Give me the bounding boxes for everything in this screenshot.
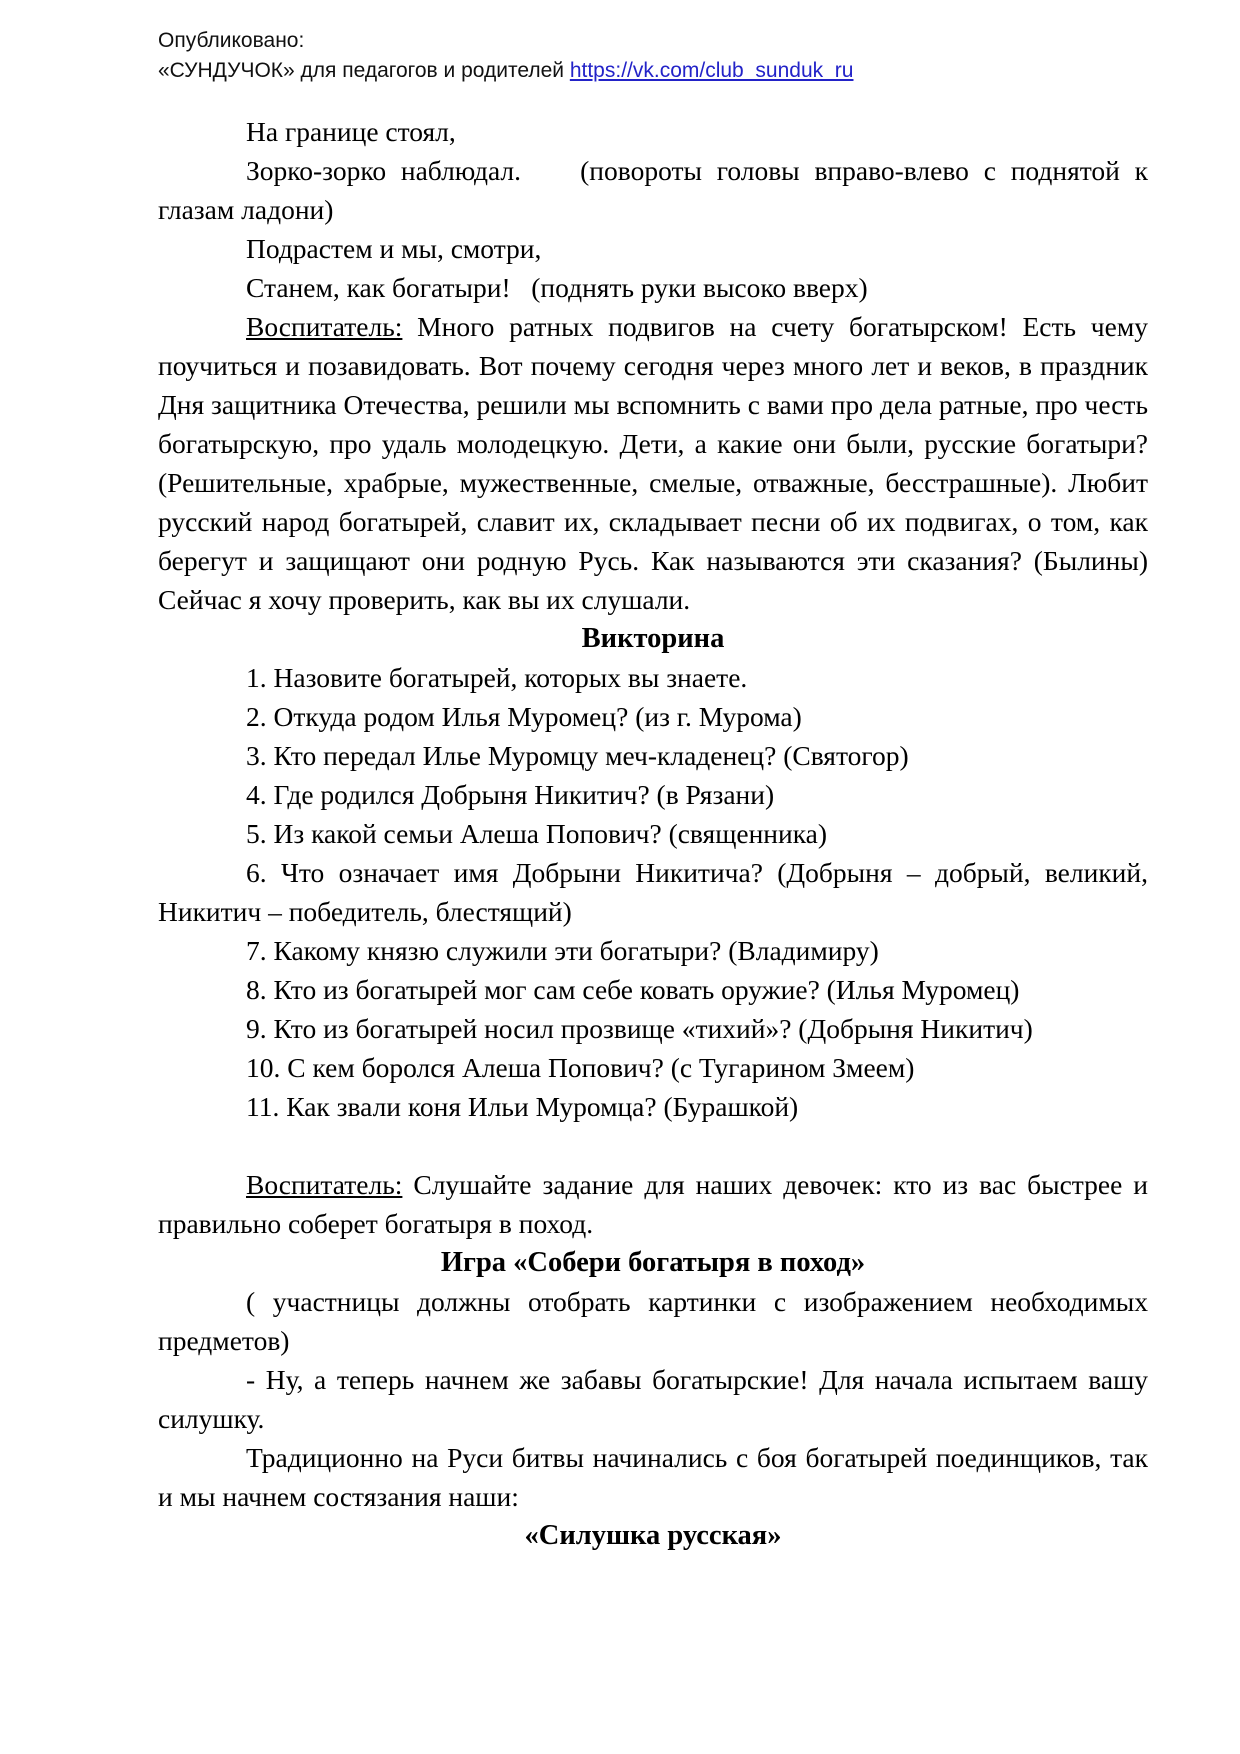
quiz-item: 9. Кто из богатырей носил прозвище «тихий»? (Добрыня Никитич): [246, 1013, 1033, 1044]
paragraph: На границе стоял,: [246, 116, 456, 147]
vk-link[interactable]: https://vk.com/club_sunduk_ru: [569, 59, 854, 82]
section-heading: Викторина: [581, 623, 725, 654]
source-prefix: «СУНДУЧОК» для педагогов и родителей: [158, 59, 570, 82]
paragraph-text: Слушайте задание для наших девочек: кто из вас быстрее и правильно соберет богатыря в поход.: [158, 1169, 1155, 1239]
quiz-item: 4. Где родился Добрыня Никитич? (в Рязани): [246, 779, 775, 810]
paragraph: Подрастем и мы, смотри,: [246, 233, 542, 264]
paragraph: Зорко-зорко наблюдал. (повороты головы вправо-влево с поднятой к глазам ладони): [158, 155, 1155, 225]
speaker-label: Воспитатель:: [246, 1169, 403, 1200]
quiz-item: 5. Из какой семьи Алеша Попович? (священника): [246, 818, 828, 849]
quiz-item: 11. Как звали коня Ильи Муромца? (Бурашкой): [246, 1091, 799, 1122]
speaker-label: Воспитатель:: [246, 311, 403, 342]
page-header: [158, 26, 1148, 86]
quiz-item: 6. Что означает имя Добрыни Никитича? (Добрыня – добрый, великий, Никитич – победитель, блестящий): [158, 857, 1155, 927]
document-body: [158, 112, 1155, 1555]
paragraph: - Ну, а теперь начнем же забавы богатырские! Для начала испытаем вашу силушку.: [158, 1364, 1155, 1434]
quiz-item: 1. Назовите богатырей, которых вы знаете.: [246, 662, 748, 693]
published-label: Опубликовано:: [158, 29, 305, 52]
source-line: [158, 56, 1148, 86]
quiz-item: 2. Откуда родом Илья Муромец? (из г. Мурома): [246, 701, 802, 732]
quiz-item: 10. С кем боролся Алеша Попович? (с Тугарином Змеем): [246, 1052, 915, 1083]
blank-line: [158, 1126, 1148, 1165]
section-heading: Игра «Собери богатыря в поход»: [440, 1247, 866, 1278]
quiz-item: 3. Кто передал Илье Муромцу меч-кладенец? (Святогор): [246, 740, 909, 771]
paragraph: Традиционно на Руси битвы начинались с боя богатырей поединщиков, так и мы начнем состязания наши:: [158, 1442, 1155, 1512]
paragraph: [158, 307, 1155, 619]
section-heading: «Силушка русская»: [524, 1520, 782, 1551]
paragraph: [158, 1165, 1155, 1243]
paragraph-text: Много ратных подвигов на счету богатырском! Есть чему поучиться и позавидовать. Вот почему сегодня через много лет и веков, в праздник Дня защитника Отечества, решили мы вспомнить с вами про дела ратные, про честь богатырскую, про удаль молодецкую. Дети, а какие они были, русские богатыри? (Решительные, храбрые, мужественные, смелые, отважные, бесстрашные). Любит русский народ богатырей, славит их, складывает песни об их подвигах, о том, как берегут и защищают они родную Русь. Как называются эти сказания? (Былины) Сейчас я хочу проверить, как вы их слушали.: [158, 311, 1155, 615]
paragraph: ( участницы должны отобрать картинки с изображением необходимых предметов): [158, 1286, 1155, 1356]
quiz-item: 8. Кто из богатырей мог сам себе ковать оружие? (Илья Муромец): [246, 974, 1020, 1005]
quiz-item: 7. Какому князю служили эти богатыри? (Владимиру): [246, 935, 879, 966]
paragraph: Станем, как богатыри! (поднять руки высоко вверх): [246, 272, 868, 303]
